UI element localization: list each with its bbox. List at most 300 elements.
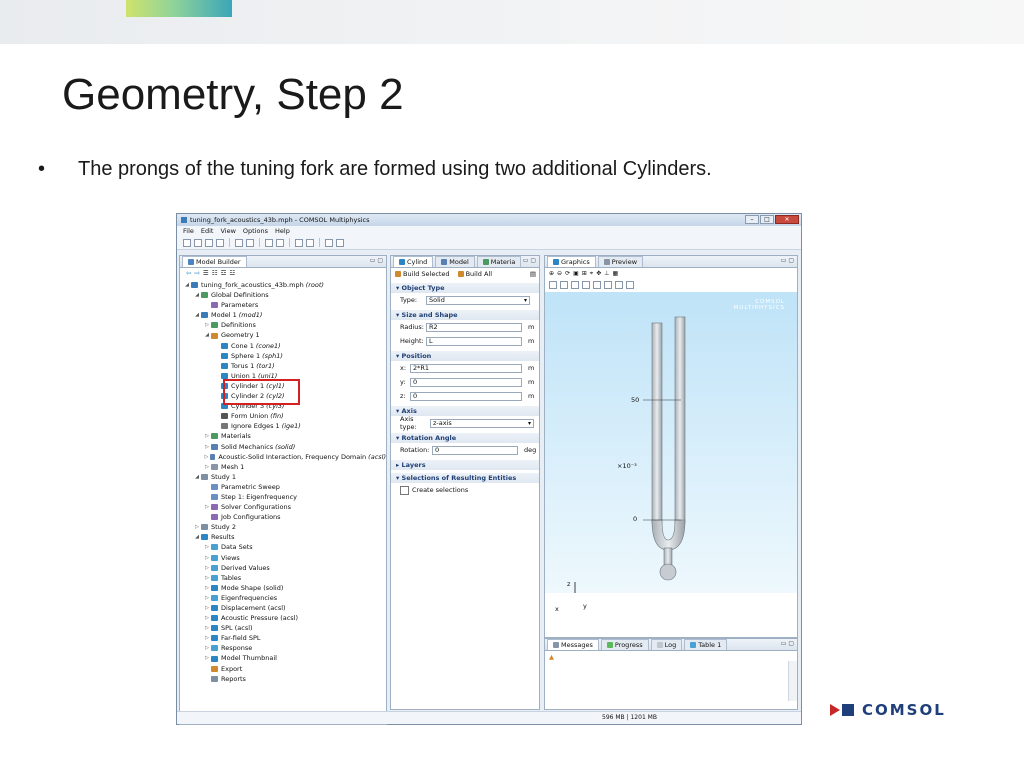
- menu-options[interactable]: Options: [242, 227, 269, 235]
- z-row: [391, 389, 539, 403]
- menu-bar: [177, 226, 801, 236]
- expand-arrow-icon[interactable]: ▷: [205, 655, 209, 662]
- new-icon[interactable]: [183, 239, 191, 247]
- expand-arrow-icon[interactable]: ▷: [204, 453, 209, 460]
- expand-arrow-icon[interactable]: ◢: [195, 292, 199, 299]
- axis-label-50: 50: [631, 396, 640, 404]
- tree-item[interactable]: [184, 613, 386, 623]
- build-selected-label: Build Selected: [403, 270, 450, 278]
- boundary-icon[interactable]: [615, 281, 623, 289]
- tree-item-label: Cylinder 1: [231, 381, 265, 390]
- z-unit: m: [528, 392, 535, 400]
- tree-node-icon: [211, 615, 218, 621]
- tab-graphics[interactable]: [547, 256, 596, 267]
- pane-min-max[interactable]: ▭ ▢: [780, 257, 794, 264]
- tab-model-builder[interactable]: [182, 256, 247, 267]
- section-position[interactable]: ▾ Position: [391, 351, 539, 361]
- show-icon[interactable]: ☰: [202, 269, 209, 277]
- model-tree: [180, 278, 386, 684]
- pane-min-max[interactable]: ▭ ▢: [522, 257, 536, 264]
- tree-item-tag: (mod1): [238, 311, 263, 320]
- tab-table[interactable]: [684, 639, 727, 650]
- tree-item[interactable]: [184, 361, 386, 371]
- z-label: z:: [400, 392, 406, 400]
- tree-item[interactable]: [184, 573, 386, 583]
- axis-triad-y: y: [583, 602, 587, 610]
- tree-item-tag: (cone1): [255, 341, 281, 350]
- tree-item[interactable]: [184, 643, 386, 653]
- tree-item-label: Step 1: Eigenfrequency: [221, 492, 298, 501]
- height-label: Height:: [400, 337, 424, 345]
- tree-node-icon: [221, 353, 228, 359]
- clear-messages-icon[interactable]: ▲: [549, 653, 554, 661]
- tree-item[interactable]: [184, 532, 386, 542]
- tree-node-icon: [211, 514, 218, 520]
- window-icon[interactable]: [306, 239, 314, 247]
- watermark-top: COMSOL: [755, 299, 785, 305]
- radius-label: Radius:: [400, 323, 424, 331]
- tree-node-icon: [210, 454, 216, 460]
- section-label: Axis: [401, 407, 417, 415]
- settings-pane: [390, 255, 540, 710]
- tree-node-icon: [211, 575, 218, 581]
- tree-node-icon: [191, 282, 198, 288]
- tree-item-tag: (uni1): [257, 371, 278, 380]
- tree-item[interactable]: [184, 674, 386, 684]
- layout-icon[interactable]: [336, 239, 344, 247]
- tree-item-label: Sphere 1: [231, 351, 261, 360]
- watermark-bottom: MULTIPHYSICS: [733, 305, 785, 311]
- zoom-in-icon[interactable]: ⊕: [549, 270, 555, 277]
- menu-edit[interactable]: Edit: [200, 227, 214, 235]
- tree-node-icon: [211, 676, 218, 682]
- forward-icon[interactable]: ⇨: [194, 269, 200, 277]
- tree-item-label: Cone 1: [231, 341, 254, 350]
- section-size-shape[interactable]: ▾ Size and Shape: [391, 310, 539, 320]
- expand-arrow-icon[interactable]: ▷: [195, 524, 199, 531]
- rotation-label: Rotation:: [400, 446, 430, 454]
- toolbar-separator: [229, 238, 230, 247]
- axis-triad-z: z: [567, 580, 571, 588]
- tree-item-label: Acoustic Pressure (acsl): [221, 614, 299, 623]
- tab-label: Model: [449, 258, 469, 266]
- tree-node-icon: [201, 312, 208, 318]
- expand-arrow-icon[interactable]: ▷: [205, 584, 209, 591]
- type-select[interactable]: Solid ▾: [426, 296, 530, 305]
- build-all-button[interactable]: [458, 270, 492, 278]
- tree-node-icon: [211, 484, 218, 490]
- tree-item-label: Model Thumbnail: [221, 654, 277, 663]
- camera-icon[interactable]: [626, 281, 634, 289]
- print-icon[interactable]: [216, 239, 224, 247]
- zoom-box-icon[interactable]: ▣: [573, 270, 579, 277]
- expand-arrow-icon[interactable]: ▷: [205, 564, 209, 571]
- tree-item-label: SPL (acsl): [221, 624, 253, 633]
- tree-item-label: Definitions: [221, 321, 256, 330]
- tree-item[interactable]: [184, 341, 386, 351]
- tree-item-label: Model 1: [211, 311, 237, 320]
- axis-type-label: Axis type:: [400, 415, 417, 431]
- comsol-logo-text: COMSOL: [862, 701, 946, 719]
- memory-status: 596 MB | 1201 MB: [602, 714, 657, 721]
- tab-cylinder[interactable]: [393, 256, 433, 267]
- tree-item[interactable]: [184, 330, 386, 340]
- tab-label: Messages: [561, 641, 593, 649]
- model-builder-icon: [188, 259, 194, 265]
- select-icon[interactable]: ⌖: [589, 269, 594, 277]
- progress-icon: [607, 642, 613, 648]
- section-rotation-angle[interactable]: ▾ Rotation Angle: [391, 433, 539, 443]
- title-bar: [177, 214, 801, 226]
- tree-node-icon: [211, 656, 218, 662]
- tree-item-label: Export: [221, 664, 243, 673]
- collapse-icon[interactable]: ☷: [211, 269, 218, 277]
- expand-arrow-icon[interactable]: ◢: [195, 473, 199, 480]
- expand-arrow-icon[interactable]: ▷: [205, 504, 209, 511]
- tree-node-icon: [211, 444, 218, 450]
- section-label: Position: [401, 352, 432, 360]
- tuning-fork-geometry: [545, 292, 797, 593]
- tree-node-icon: [211, 504, 218, 510]
- tree-item-label: Mesh 1: [221, 462, 245, 471]
- create-selections-row: [391, 483, 539, 497]
- pan-icon[interactable]: ✥: [596, 270, 602, 277]
- tree-item-tag: (ige1): [281, 422, 301, 431]
- grid-icon[interactable]: [593, 281, 601, 289]
- save-icon[interactable]: [205, 239, 213, 247]
- x-label: x:: [400, 364, 407, 372]
- select-mode-icon[interactable]: [604, 281, 612, 289]
- tree-item-label: Derived Values: [221, 563, 270, 572]
- tree-item-label: Parameters: [221, 301, 259, 310]
- expand-arrow-icon[interactable]: ▷: [205, 433, 209, 440]
- tree-item[interactable]: [184, 462, 386, 472]
- tree-item[interactable]: [184, 583, 386, 593]
- table-icon: [690, 642, 696, 648]
- tree-item-tag: (cyl2): [266, 392, 285, 401]
- tree-node-icon: [211, 433, 218, 439]
- build-all-icon: [458, 271, 464, 277]
- expand-arrow-icon[interactable]: ◢: [205, 332, 209, 339]
- y-row: [391, 375, 539, 389]
- graphics-pane: [544, 255, 798, 638]
- tab-model[interactable]: [435, 256, 475, 267]
- redo-icon[interactable]: [246, 239, 254, 247]
- tree-item-label: Solver Configurations: [221, 503, 291, 512]
- axis-label-0: 0: [633, 515, 638, 523]
- tree-item[interactable]: [184, 280, 386, 290]
- view-icon[interactable]: [549, 281, 557, 289]
- type-row: [391, 293, 539, 307]
- tab-label: Table 1: [698, 641, 722, 649]
- axis-icon[interactable]: ⊥: [604, 270, 610, 277]
- maximize-button[interactable]: □: [760, 215, 774, 224]
- transparency-icon[interactable]: [571, 281, 579, 289]
- comsol-logo-mark: [830, 704, 856, 716]
- tree-item[interactable]: [184, 492, 386, 502]
- menu-view[interactable]: View: [220, 227, 236, 235]
- help-icon[interactable]: ▤: [529, 270, 536, 278]
- tree-item-label: Tables: [221, 573, 242, 582]
- model-builder-toolbar: [180, 268, 386, 278]
- tree-node-icon: [211, 635, 218, 641]
- x-row: [391, 361, 539, 375]
- window-title: tuning_fork_acoustics_43b.mph - COMSOL Multiphysics: [190, 216, 370, 224]
- tree-item[interactable]: [184, 623, 386, 633]
- tree-node-icon: [221, 363, 228, 369]
- rotation-input[interactable]: 0: [432, 446, 518, 455]
- tree-item-tag: (tor1): [256, 361, 275, 370]
- zoom-out-icon[interactable]: ⊖: [557, 270, 563, 277]
- tree-node-icon: [221, 343, 228, 349]
- section-object-type[interactable]: ▾ Object Type: [391, 283, 539, 293]
- height-input[interactable]: L: [426, 337, 522, 346]
- app-window: [176, 213, 802, 725]
- tree-node-icon: [201, 292, 208, 298]
- rotate-icon[interactable]: ⟳: [565, 270, 571, 277]
- tree-node-icon: [221, 373, 228, 379]
- x-input[interactable]: 2*R1: [410, 364, 522, 373]
- y-unit: m: [528, 378, 535, 386]
- minimize-button[interactable]: –: [745, 215, 759, 224]
- tree-item-label: Global Definitions: [211, 291, 269, 300]
- tree-item[interactable]: [184, 553, 386, 563]
- tab-label: Cylind: [407, 258, 428, 266]
- menu-file[interactable]: File: [183, 227, 194, 235]
- tree-node-icon: [211, 555, 218, 561]
- expand-arrow-icon[interactable]: ▷: [205, 594, 209, 601]
- axis-type-select[interactable]: z-axis ▾: [430, 419, 534, 428]
- messages-icon: [553, 642, 559, 648]
- tab-progress[interactable]: [601, 639, 649, 650]
- back-icon[interactable]: ⇦: [186, 269, 192, 277]
- radius-input[interactable]: R2: [426, 323, 522, 332]
- tree-item-label: Data Sets: [221, 543, 253, 552]
- undo-icon[interactable]: [235, 239, 243, 247]
- graphics-icon: [553, 259, 559, 265]
- tree-item-label: Response: [221, 644, 253, 653]
- main-toolbar: [177, 236, 801, 250]
- tree-item[interactable]: [184, 290, 386, 300]
- section-axis[interactable]: ▾ Axis: [391, 406, 539, 416]
- expand-arrow-icon[interactable]: ▷: [205, 645, 209, 652]
- tree-item-label: Job Configurations: [221, 513, 281, 522]
- tree-item[interactable]: [184, 502, 386, 512]
- tree-item[interactable]: [184, 452, 386, 462]
- toolbar-separator: [259, 238, 260, 247]
- rotation-row: [391, 443, 539, 457]
- expand-arrow-icon[interactable]: ▷: [205, 615, 209, 622]
- tree-item-label: Cylinder 3: [231, 402, 265, 411]
- tree-item[interactable]: [184, 472, 386, 482]
- tree-item-tag: (sph1): [262, 351, 283, 360]
- tree-node-icon: [211, 666, 218, 672]
- tree-item-tag: (acsl): [368, 452, 386, 461]
- tree-node-icon: [211, 333, 218, 339]
- tree-item[interactable]: [184, 542, 386, 552]
- tree-item[interactable]: [184, 512, 386, 522]
- tree-item[interactable]: [184, 320, 386, 330]
- tree-node-icon: [211, 645, 218, 651]
- section-label: Layers: [401, 461, 426, 469]
- tab-label: Materia: [490, 258, 516, 266]
- section-label: Object Type: [401, 284, 445, 292]
- tree-node-icon: [201, 524, 208, 530]
- tree-item-label: Union 1: [231, 371, 256, 380]
- tree-item-label: Form Union: [231, 412, 269, 421]
- tree-item-label: Reports: [221, 674, 246, 683]
- messages-scrollbar[interactable]: [788, 661, 797, 701]
- pane-min-max[interactable]: ▭ ▢: [780, 640, 794, 647]
- tree-item-label: Solid Mechanics: [221, 442, 274, 451]
- tree-item-label: tuning_fork_acoustics_43b.mph: [201, 281, 304, 289]
- paste-icon[interactable]: [276, 239, 284, 247]
- tree-item-tag: (solid): [275, 442, 296, 451]
- header-decoration: [126, 0, 232, 17]
- tree-item-label: Torus 1: [231, 361, 255, 370]
- expand-arrow-icon[interactable]: ▷: [205, 625, 209, 632]
- tree-item-label: Mode Shape (solid): [221, 583, 284, 592]
- expand-arrow-icon[interactable]: ▷: [205, 554, 209, 561]
- tab-messages[interactable]: [547, 639, 599, 650]
- tree-item[interactable]: [184, 522, 386, 532]
- tree-item[interactable]: [184, 482, 386, 492]
- z-input[interactable]: 0: [410, 392, 522, 401]
- tree-item-tag: (cyl1): [266, 381, 285, 390]
- comsol-logo: [830, 701, 946, 719]
- tree-item-label: Eigenfrequencies: [221, 593, 278, 602]
- expand-arrow-icon[interactable]: ▷: [205, 605, 209, 611]
- bullet-text: The prongs of the tuning fork are formed using two additional Cylinders.: [78, 158, 712, 180]
- tree-item-label: Geometry 1: [221, 331, 260, 340]
- tree-item[interactable]: [184, 603, 386, 613]
- create-selections-label: Create selections: [412, 486, 469, 494]
- axis-type-row: [391, 416, 539, 430]
- tree-item[interactable]: [184, 351, 386, 361]
- log-icon: [657, 642, 663, 648]
- wireframe-icon[interactable]: [560, 281, 568, 289]
- model-builder-pane: [179, 255, 387, 725]
- copy-icon[interactable]: [265, 239, 273, 247]
- tree-item-label: Ignore Edges 1: [231, 422, 280, 431]
- material-icon: [483, 259, 489, 265]
- tree-item[interactable]: [184, 664, 386, 674]
- tree-item-label: Materials: [221, 432, 251, 441]
- tree-node-icon: [211, 605, 218, 611]
- tree-node-icon: [211, 585, 218, 591]
- rotation-unit: deg: [524, 446, 537, 454]
- expand-arrow-icon[interactable]: ▷: [205, 443, 209, 450]
- app-icon: [181, 217, 187, 223]
- tree-node-icon: [211, 544, 218, 550]
- tree-item[interactable]: [184, 431, 386, 441]
- section-label: Size and Shape: [401, 311, 458, 319]
- expand-arrow-icon[interactable]: ◢: [195, 534, 199, 541]
- tree-item[interactable]: [184, 300, 386, 310]
- tree-item[interactable]: [184, 421, 386, 431]
- tab-material[interactable]: [477, 256, 522, 267]
- close-button[interactable]: ✕: [775, 215, 799, 224]
- tab-log[interactable]: [651, 639, 683, 650]
- tree-node-icon: [211, 322, 218, 328]
- height-unit: m: [528, 337, 535, 345]
- create-selections-checkbox[interactable]: [400, 486, 409, 495]
- light-icon[interactable]: [582, 281, 590, 289]
- tree-item[interactable]: [184, 563, 386, 573]
- slide-title: Geometry, Step 2: [62, 70, 404, 119]
- graphics-canvas[interactable]: [545, 292, 797, 613]
- tab-label: Progress: [614, 641, 643, 649]
- tree-item-label: Results: [211, 533, 235, 542]
- tree-item-tag: (fin): [270, 412, 284, 421]
- add-icon[interactable]: [325, 239, 333, 247]
- section-label: Rotation Angle: [401, 434, 457, 442]
- tree-node-icon: [221, 413, 228, 419]
- tree-item[interactable]: [184, 442, 386, 452]
- tree-node-icon: [201, 534, 208, 540]
- expand-arrow-icon[interactable]: ◢: [195, 312, 199, 319]
- pane-min-max[interactable]: ▭ ▢: [369, 257, 383, 264]
- tab-preview[interactable]: [598, 256, 643, 267]
- zoom-extents-icon[interactable]: ⊞: [581, 270, 587, 277]
- messages-pane: [544, 638, 798, 710]
- toolbar-separator: [289, 238, 290, 247]
- y-label: y:: [400, 378, 406, 386]
- tree-item-tag: (cyl3): [266, 402, 285, 411]
- tree-node-icon: [211, 625, 218, 631]
- section-layers[interactable]: ▸ Layers: [391, 460, 539, 470]
- tree-item[interactable]: [184, 633, 386, 643]
- tree-item-label: Displacement (acsl): [221, 604, 286, 612]
- expand-arrow-icon[interactable]: ◢: [185, 282, 189, 288]
- type-label: Type:: [400, 296, 418, 304]
- tree-item[interactable]: [184, 411, 386, 421]
- expand-arrow-icon[interactable]: ▷: [205, 574, 209, 581]
- model-icon: [441, 259, 447, 265]
- expand-arrow-icon[interactable]: ▷: [205, 463, 209, 470]
- menu-help[interactable]: Help: [275, 227, 290, 235]
- expand-arrow-icon[interactable]: ▷: [205, 635, 209, 642]
- build-selected-button[interactable]: [395, 270, 450, 278]
- expand-arrow-icon[interactable]: ▷: [205, 544, 209, 551]
- expand-arrow-icon[interactable]: ▷: [205, 322, 209, 329]
- tree-item[interactable]: [184, 310, 386, 320]
- expand-icon[interactable]: ☲: [220, 269, 227, 277]
- status-bar: [177, 711, 801, 724]
- open-icon[interactable]: [194, 239, 202, 247]
- radius-unit: m: [528, 323, 535, 331]
- sort-icon[interactable]: ☳: [229, 269, 236, 277]
- chart-icon[interactable]: ▦: [612, 270, 619, 277]
- tree-node-icon: [221, 423, 228, 429]
- tab-label: Graphics: [561, 258, 590, 266]
- tree-item[interactable]: [184, 593, 386, 603]
- tree-node-icon: [211, 302, 218, 308]
- help-icon[interactable]: [295, 239, 303, 247]
- toolbar-separator: [319, 238, 320, 247]
- tree-item-label: Acoustic-Solid Interaction, Frequency Domain: [218, 452, 367, 461]
- radius-row: [391, 320, 539, 334]
- tree-item[interactable]: [184, 653, 386, 663]
- tree-node-icon: [211, 464, 218, 470]
- tree-item-label: Parametric Sweep: [221, 482, 280, 491]
- section-selections[interactable]: ▾ Selections of Resulting Entities: [391, 473, 539, 483]
- tab-label: Preview: [611, 258, 638, 266]
- tree-node-icon: [201, 474, 208, 480]
- y-input[interactable]: 0: [410, 378, 522, 387]
- tree-node-icon: [211, 494, 218, 500]
- section-label: Selections of Resulting Entities: [401, 474, 517, 482]
